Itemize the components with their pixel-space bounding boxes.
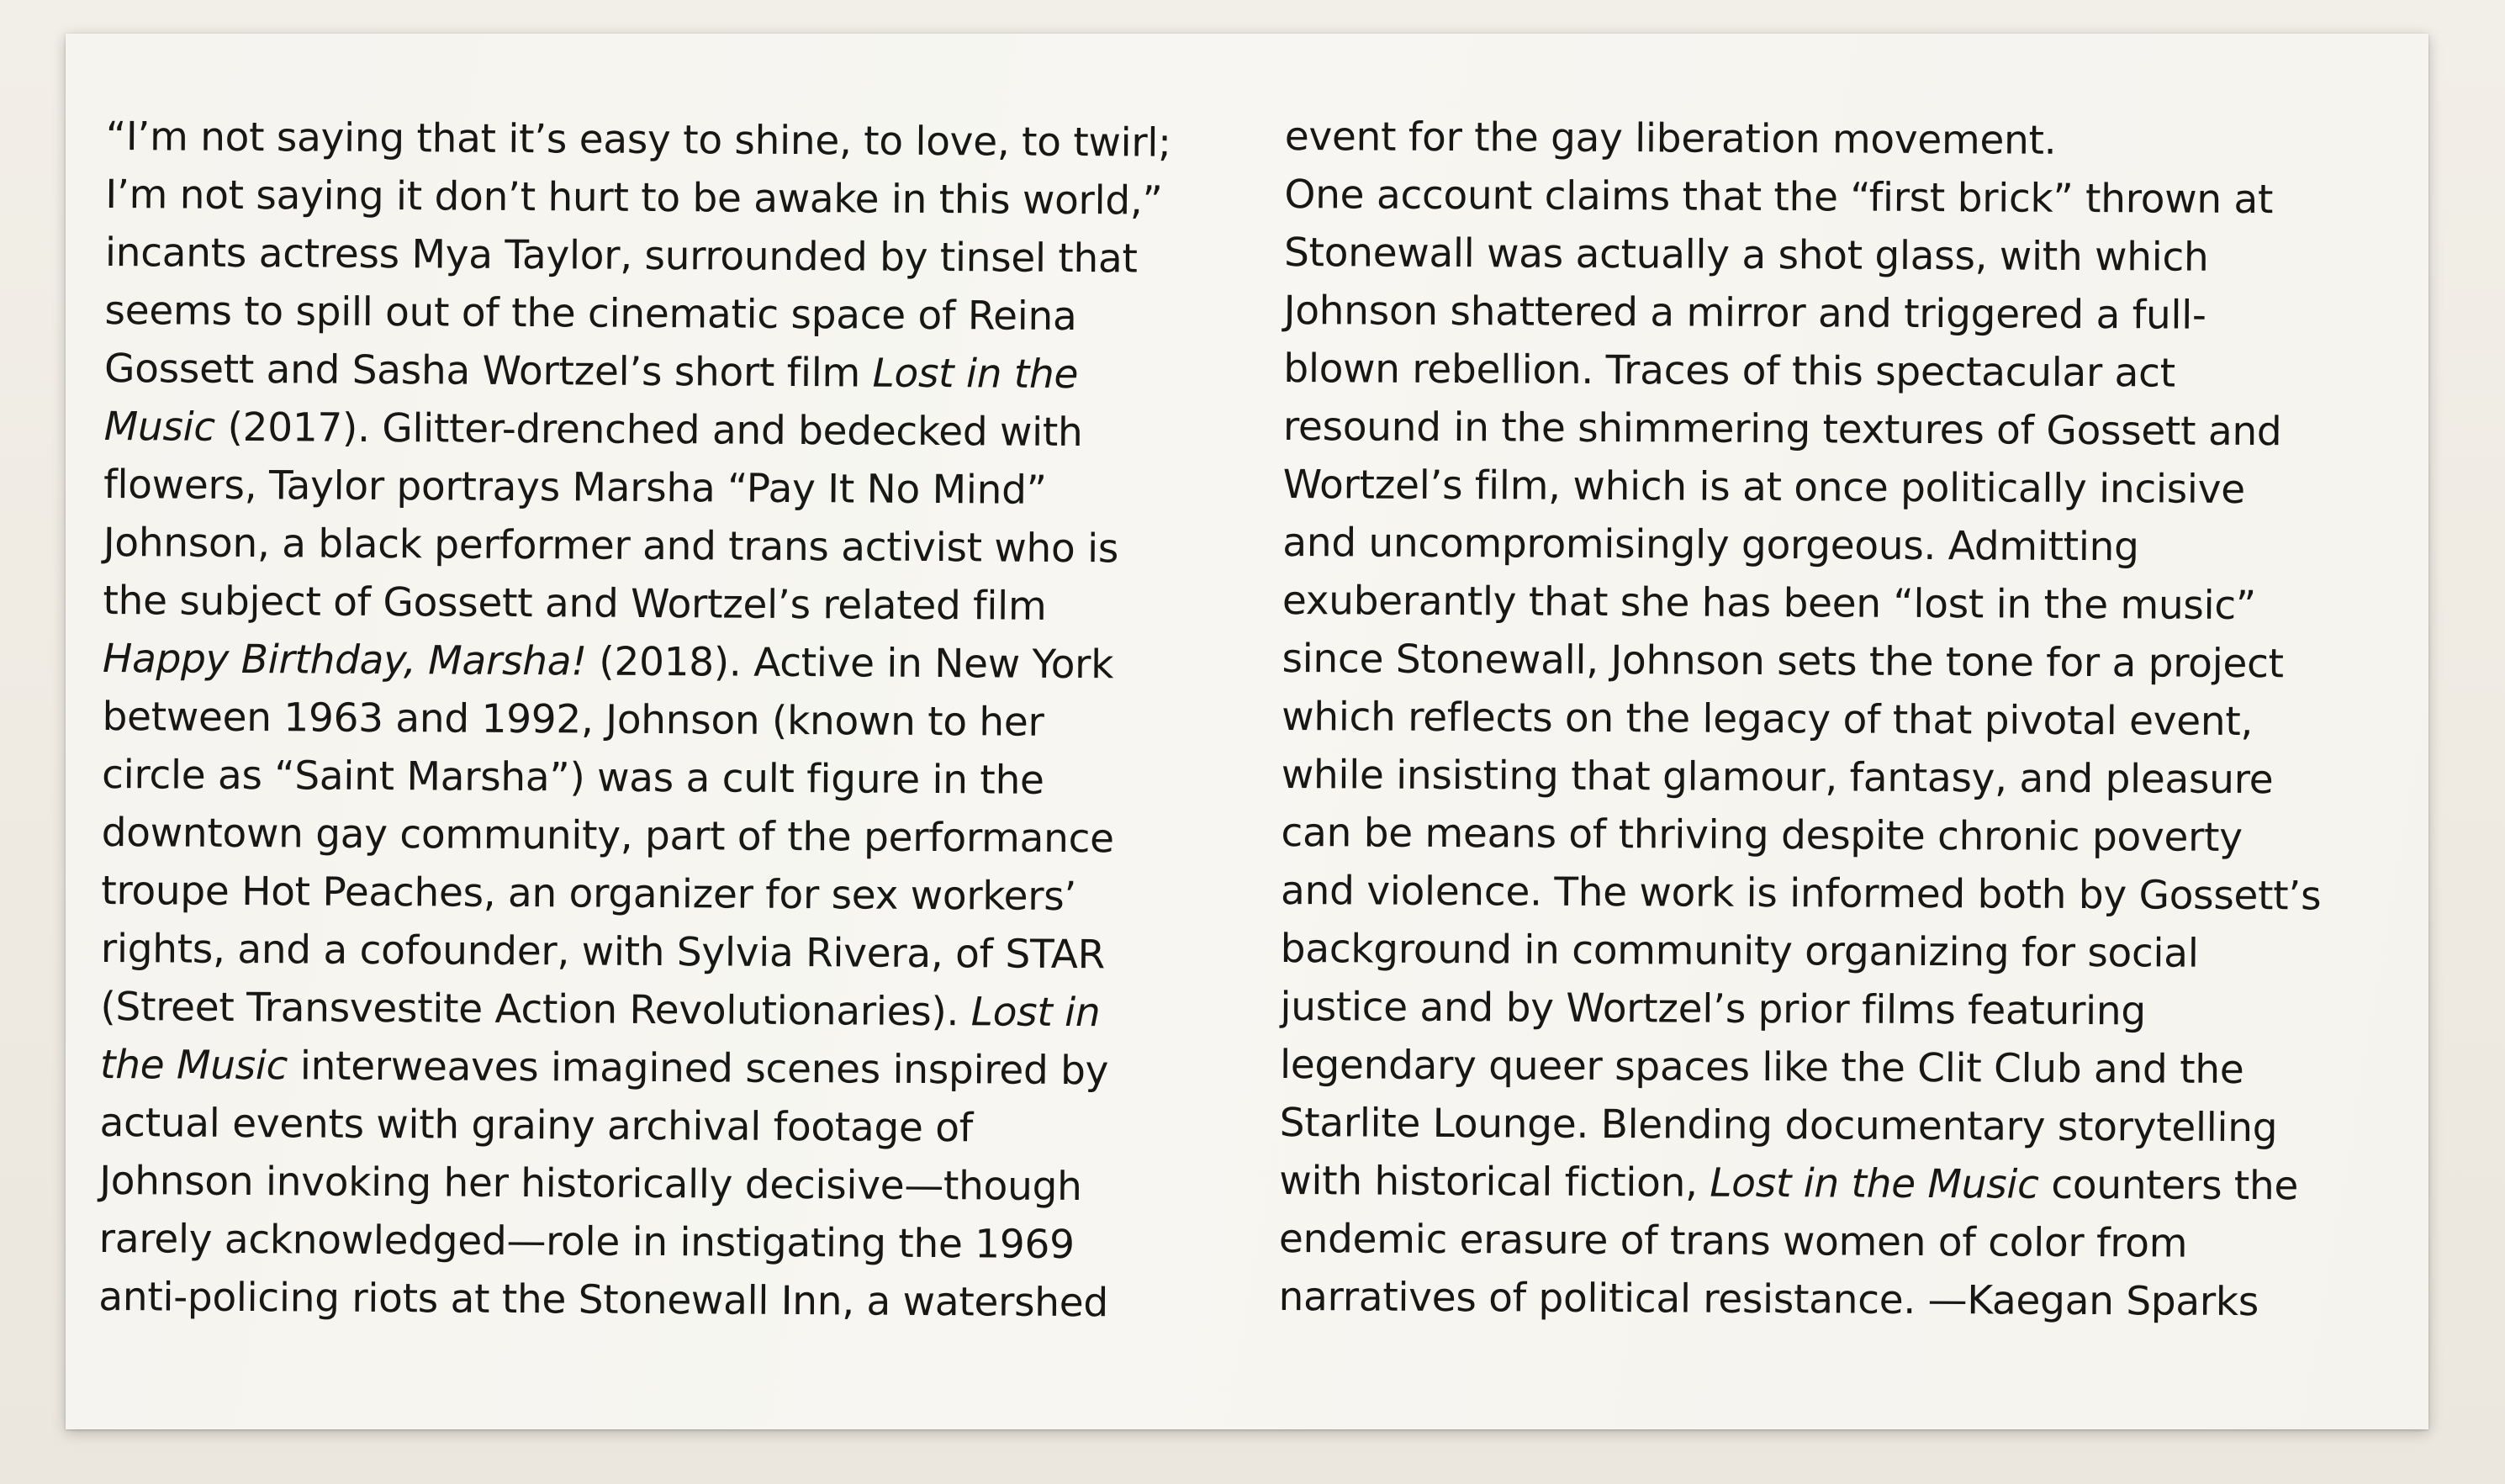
left-text-column: [98, 108, 1250, 1333]
text-segment: I’m not saying it don’t hurt to be awake in this world,”: [105, 171, 1163, 224]
text-line: [105, 166, 1249, 230]
text-line: [1283, 340, 2427, 404]
text-segment: (Street Transvestite Action Revolutionaries).: [100, 983, 971, 1036]
text-line: [1279, 1152, 2423, 1216]
italic-title: the Music: [99, 1041, 288, 1090]
text-line: [101, 862, 1245, 927]
text-segment: exuberantly that she has been “lost in the music”: [1282, 577, 2257, 630]
text-segment: between 1963 and 1992, Johnson (known to her: [102, 693, 1044, 746]
text-segment: can be means of thriving despite chronic poverty: [1281, 809, 2243, 861]
text-line: [106, 108, 1250, 172]
text-line: [1284, 224, 2428, 288]
text-line: [103, 514, 1247, 578]
text-segment: (2018). Active in New York: [586, 638, 1114, 689]
text-line: [1284, 282, 2428, 346]
text-line: [99, 1152, 1243, 1217]
text-segment: which reflects on the legacy of that pivotal event,: [1282, 693, 2254, 746]
text-line: [1284, 166, 2428, 230]
text-segment: Johnson, a black performer and trans activist who is: [103, 519, 1119, 573]
text-segment: downtown gay community, part of the performance: [101, 809, 1114, 863]
text-segment: Johnson shattered a mirror and triggered a full-: [1283, 287, 2206, 339]
text-line: [100, 1036, 1244, 1101]
text-line: [103, 398, 1247, 462]
text-line: [99, 1210, 1243, 1275]
text-segment: with historical fiction,: [1279, 1157, 1710, 1207]
text-line: [1285, 108, 2428, 172]
text-line: [99, 1094, 1243, 1159]
text-segment: justice and by Wortzel’s prior films featuring: [1280, 983, 2147, 1035]
text-segment: the subject of Gossett and Wortzel’s related film: [103, 577, 1047, 630]
text-line: [101, 920, 1245, 985]
text-line: [1278, 1268, 2422, 1332]
text-segment: “I’m not saying that it’s easy to shine, to love, to twirl;: [105, 113, 1171, 166]
text-segment: counters the: [2038, 1161, 2299, 1210]
wall-label-card: [66, 34, 2428, 1429]
right-text-column: [1278, 108, 2428, 1332]
text-segment: and violence. The work is informed both by Gossett’s: [1280, 867, 2322, 920]
text-line: [100, 978, 1244, 1043]
text-segment: anti-policing riots at the Stonewall Inn, a watershed: [98, 1273, 1109, 1327]
text-segment: seems to spill out of the cinematic space of Reina: [104, 287, 1077, 341]
text-segment: legendary queer spaces like the Clit Club and the: [1279, 1041, 2244, 1093]
text-segment: and uncompromisingly gorgeous. Admitting: [1282, 519, 2139, 571]
text-line: [102, 746, 1245, 811]
text-line: [1280, 1036, 2423, 1100]
text-segment: Gossett and Sasha Wortzel’s short film: [103, 345, 873, 397]
text-line: [1279, 1210, 2423, 1274]
text-segment: (2017). Glitter-drenched and bedecked with: [214, 404, 1083, 457]
text-line: [1281, 920, 2424, 984]
text-line: [103, 630, 1246, 694]
text-segment: since Stonewall, Johnson sets the tone for a project: [1282, 635, 2284, 688]
text-line: [1279, 1094, 2423, 1158]
text-line: [1280, 978, 2423, 1042]
text-line: [103, 456, 1247, 520]
text-segment: rarely acknowledged—role in instigating the 1969: [98, 1215, 1075, 1269]
text-line: [103, 572, 1246, 636]
italic-title: Lost in: [970, 989, 1101, 1037]
text-line: [1281, 862, 2424, 926]
text-line: [1282, 688, 2425, 752]
text-line: [1282, 630, 2425, 694]
text-line: [104, 282, 1248, 346]
text-segment: while insisting that glamour, fantasy, and pleasure: [1281, 751, 2274, 804]
italic-title: Lost in the Music: [1710, 1159, 2039, 1208]
text-segment: incants actress Mya Taylor, surrounded by tinsel that: [104, 229, 1138, 283]
text-segment: blown rebellion. Traces of this spectacular act: [1283, 345, 2175, 397]
text-segment: circle as “Saint Marsha”) was a cult figure in the: [101, 751, 1044, 804]
text-segment: narratives of political resistance. —Kaegan Sparks: [1278, 1273, 2259, 1326]
text-segment: Johnson invoking her historically decisive—though: [99, 1157, 1082, 1211]
text-segment: Stonewall was actually a shot glass, with which: [1283, 229, 2209, 281]
text-line: [1282, 572, 2426, 636]
text-segment: Starlite Lounge. Blending documentary storytelling: [1279, 1099, 2278, 1152]
text-segment: endemic erasure of trans women of color from: [1278, 1215, 2188, 1267]
text-line: [102, 688, 1245, 753]
text-segment: background in community organizing for social: [1280, 925, 2199, 977]
text-line: [102, 804, 1245, 869]
text-segment: Wortzel’s film, which is at once politically incisive: [1282, 461, 2245, 513]
text-line: [1282, 456, 2426, 520]
text-line: [1282, 514, 2426, 578]
text-line: [105, 224, 1249, 288]
text-segment: flowers, Taylor portrays Marsha “Pay It No Mind”: [103, 461, 1047, 514]
text-line: [104, 340, 1248, 404]
text-segment: interweaves imagined scenes inspired by: [287, 1043, 1109, 1095]
text-segment: One account claims that the “first brick” thrown at: [1284, 171, 2274, 224]
italic-title: Happy Birthday, Marsha!: [102, 635, 587, 685]
text-segment: actual events with grainy archival footage of: [99, 1099, 974, 1152]
italic-title: Music: [103, 403, 216, 451]
text-line: [98, 1268, 1242, 1333]
text-segment: event for the gay liberation movement.: [1284, 113, 2057, 164]
text-segment: resound in the shimmering textures of Gossett and: [1282, 403, 2282, 456]
text-line: [1283, 398, 2427, 462]
text-segment: troupe Hot Peaches, an organizer for sex workers’: [101, 867, 1077, 921]
text-segment: rights, and a cofounder, with Sylvia Rivera, of STAR: [100, 925, 1106, 979]
italic-title: Lost in the: [872, 350, 1079, 399]
text-line: [1282, 746, 2425, 810]
text-line: [1281, 804, 2424, 868]
